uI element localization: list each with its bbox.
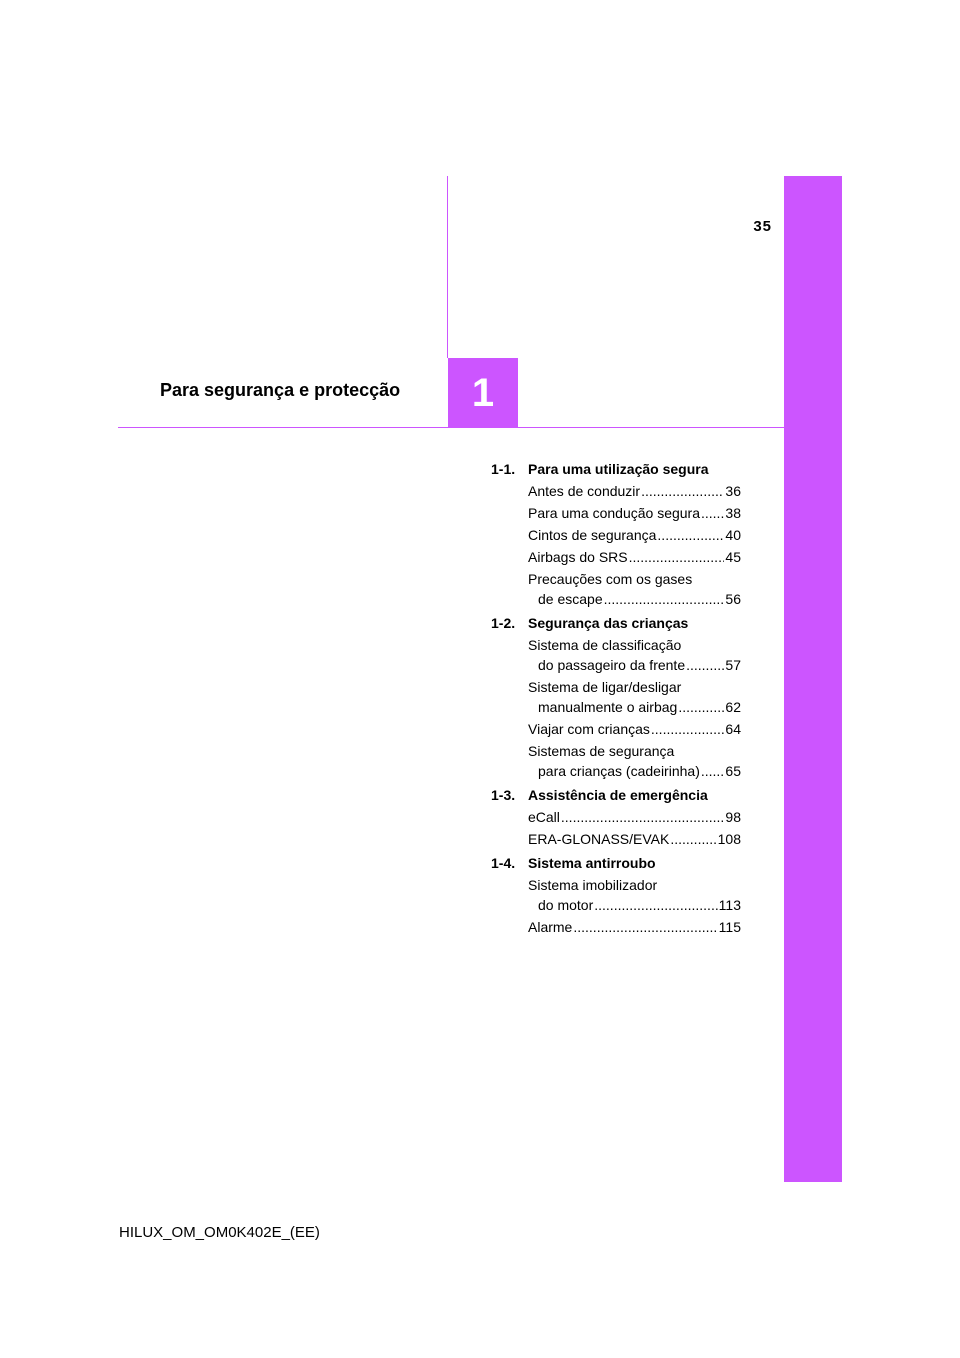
toc-entry-title-line: Precauções com os gases <box>528 571 693 587</box>
toc-entry-page: 64 <box>725 721 741 737</box>
toc-dot-leader <box>641 481 724 501</box>
toc-dot-leader <box>701 503 724 523</box>
toc-entry-page: 38 <box>725 505 741 521</box>
toc-section-number: 1-2. <box>491 615 516 631</box>
toc-section-heading[interactable] <box>491 853 741 873</box>
toc-section-number: 1-1. <box>491 461 516 477</box>
toc-section-number: 1-4. <box>491 855 516 871</box>
toc-entry[interactable] <box>491 503 741 523</box>
toc-dot-leader <box>594 895 717 915</box>
toc-entry-page: 36 <box>725 483 741 499</box>
toc-entry-title-line: do motor <box>538 897 594 913</box>
toc-dot-leader <box>670 829 716 849</box>
toc-section-title: Para uma utilização segura <box>528 461 709 477</box>
vertical-divider <box>447 176 448 358</box>
toc-dot-leader <box>561 807 725 827</box>
toc-entry-page: 108 <box>717 831 741 847</box>
toc-entry-title-line: Cintos de segurança <box>528 527 657 543</box>
toc-entry-page: 45 <box>725 549 741 565</box>
toc-entry-page: 98 <box>725 809 741 825</box>
table-of-contents <box>491 459 741 937</box>
toc-dot-leader <box>604 589 725 609</box>
toc-entry[interactable] <box>491 917 741 937</box>
toc-section-heading[interactable] <box>491 613 741 633</box>
toc-entry-title-line: Para uma condução segura <box>528 505 700 521</box>
toc-entry-page: 62 <box>725 699 741 715</box>
toc-section-title: Segurança das crianças <box>528 615 689 631</box>
toc-entry-title-line: Viajar com crianças <box>528 721 650 737</box>
chapter-tab-strip <box>784 176 842 1182</box>
toc-entry-title-line: para crianças (cadeirinha) <box>538 763 700 779</box>
toc-entry[interactable] <box>491 481 741 501</box>
toc-entry-page: 113 <box>718 897 741 913</box>
toc-entry-title-line: Airbags do SRS <box>528 549 628 565</box>
toc-entry[interactable] <box>491 547 741 567</box>
toc-dot-leader <box>678 697 724 717</box>
toc-entry[interactable] <box>491 829 741 849</box>
toc-dot-leader <box>686 655 724 675</box>
toc-entry-title-line: Alarme <box>528 919 573 935</box>
chapter-title: Para segurança e protecção <box>160 380 401 400</box>
toc-entry[interactable] <box>491 677 741 717</box>
toc-dot-leader <box>573 917 717 937</box>
toc-entry-title-line: de escape <box>538 591 603 607</box>
page-number: 35 <box>753 218 772 235</box>
toc-entry-page: 57 <box>725 657 741 673</box>
chapter-number-box: 1 <box>448 358 518 428</box>
toc-section-number: 1-3. <box>491 787 516 803</box>
toc-entry-page: 56 <box>725 591 741 607</box>
toc-entry-title-line: Sistemas de segurança <box>528 743 675 759</box>
toc-entry[interactable] <box>491 741 741 781</box>
toc-entry-title-line: do passageiro da frente <box>538 657 686 673</box>
toc-dot-leader <box>657 525 724 545</box>
toc-entry[interactable] <box>491 635 741 675</box>
toc-entry-page: 115 <box>718 919 741 935</box>
toc-section-heading[interactable] <box>491 785 741 805</box>
toc-section-heading[interactable] <box>491 459 741 479</box>
toc-entry[interactable] <box>491 569 741 609</box>
toc-entry-title-line: Sistema imobilizador <box>528 877 658 893</box>
toc-entry-title-line: ERA-GLONASS/EVAK <box>528 831 670 847</box>
toc-entry[interactable] <box>491 525 741 545</box>
toc-entry-page: 40 <box>725 527 741 543</box>
toc-dot-leader <box>701 761 725 781</box>
toc-entry[interactable] <box>491 719 741 739</box>
toc-dot-leader <box>651 719 725 739</box>
footer-document-code: HILUX_OM_OM0K402E_(EE) <box>119 1224 320 1241</box>
toc-section-title: Sistema antirroubo <box>528 855 656 871</box>
toc-entry-page: 65 <box>725 763 741 779</box>
toc-section-title: Assistência de emergência <box>528 787 708 803</box>
toc-entry[interactable] <box>491 807 741 827</box>
toc-entry-title-line: manualmente o airbag <box>538 699 678 715</box>
toc-entry-title-line: Antes de conduzir <box>528 483 641 499</box>
toc-entry[interactable] <box>491 875 741 915</box>
toc-dot-leader <box>629 547 725 567</box>
toc-entry-title-line: Sistema de classificação <box>528 637 682 653</box>
toc-entry-title-line: eCall <box>528 809 560 825</box>
toc-entry-title-line: Sistema de ligar/desligar <box>528 679 682 695</box>
